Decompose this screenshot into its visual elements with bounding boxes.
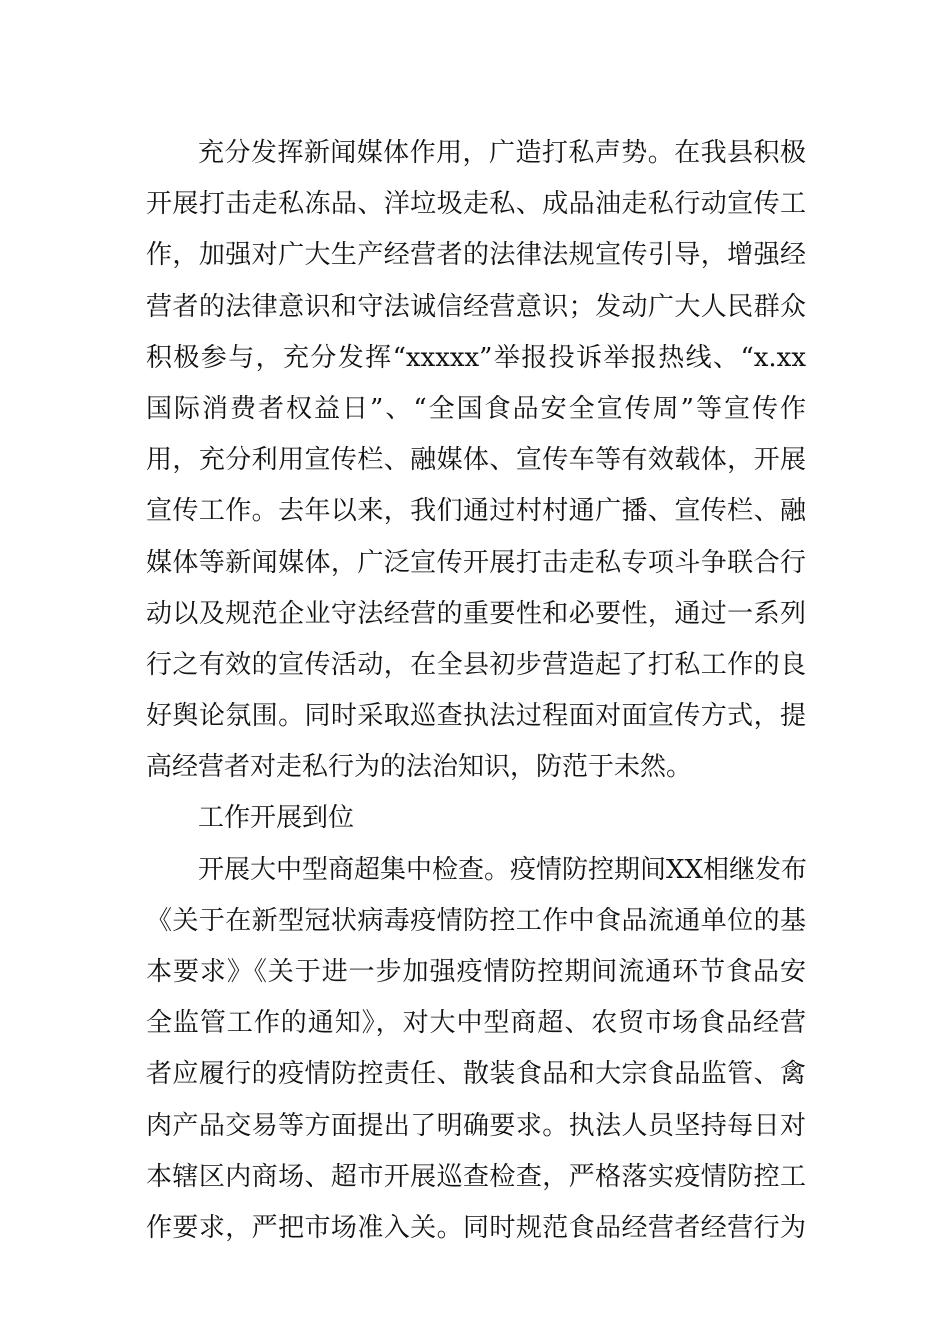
text-line: 开展大中型商超集中检查。疫情防控期间XX相继发布 [198, 854, 808, 885]
text-line: 本辖区内商场、超市开展巡查检查，严格落实疫情防控工 [146, 1161, 806, 1192]
text-line: 动以及规范企业守法经营的重要性和必要性，通过一系列 [146, 598, 806, 629]
heading-line: 工作开展到位 [198, 803, 355, 834]
text-line: 高经营者对走私行为的法治知识，防范于未然。 [146, 752, 693, 783]
text-line: 积极参与，充分发挥“xxxxx”举报投诉举报热线、“x.xx [146, 342, 806, 373]
section-heading [146, 793, 806, 844]
paragraph-inspection [146, 845, 806, 1255]
document-body [146, 128, 806, 1254]
paragraph-publicity [146, 128, 806, 793]
text-line: 作，加强对广大生产经营者的法律法规宣传引导，增强经 [146, 240, 806, 271]
text-line: 用，充分利用宣传栏、融媒体、宣传车等有效载体，开展 [146, 445, 806, 476]
text-line: 《关于在新型冠状病毒疫情防控工作中食品流通单位的基 [146, 905, 806, 936]
text-line: 媒体等新闻媒体，广泛宣传开展打击走私专项斗争联合行 [146, 547, 806, 578]
text-line: 营者的法律意识和守法诚信经营意识；发动广大人民群众 [146, 291, 806, 322]
text-line: 本要求》《关于进一步加强疫情防控期间流通环节食品安 [146, 957, 806, 987]
text-line: 宣传工作。去年以来，我们通过村村通广播、宣传栏、融 [146, 496, 806, 527]
text-line: 好舆论氛围。同时采取巡查执法过程面对面宣传方式，提 [146, 701, 806, 732]
text-line: 开展打击走私冻品、洋垃圾走私、成品油走私行动宣传工 [146, 189, 806, 220]
text-line: 行之有效的宣传活动，在全县初步营造起了打私工作的良 [146, 649, 806, 680]
text-line: 肉产品交易等方面提出了明确要求。执法人员坚持每日对 [146, 1110, 806, 1141]
text-line: 国际消费者权益日”、“全国食品安全宣传周”等宣传作 [146, 393, 806, 424]
text-line: 全监管工作的通知》，对大中型商超、农贸市场食品经营 [146, 1008, 806, 1039]
text-line: 充分发挥新闻媒体作用，广造打私声势。在我县积极 [198, 138, 806, 168]
text-line: 者应履行的疫情防控责任、散装食品和大宗食品监管、禽 [146, 1059, 806, 1090]
text-line: 作要求，严把市场准入关。同时规范食品经营者经营行为 [146, 1212, 806, 1243]
